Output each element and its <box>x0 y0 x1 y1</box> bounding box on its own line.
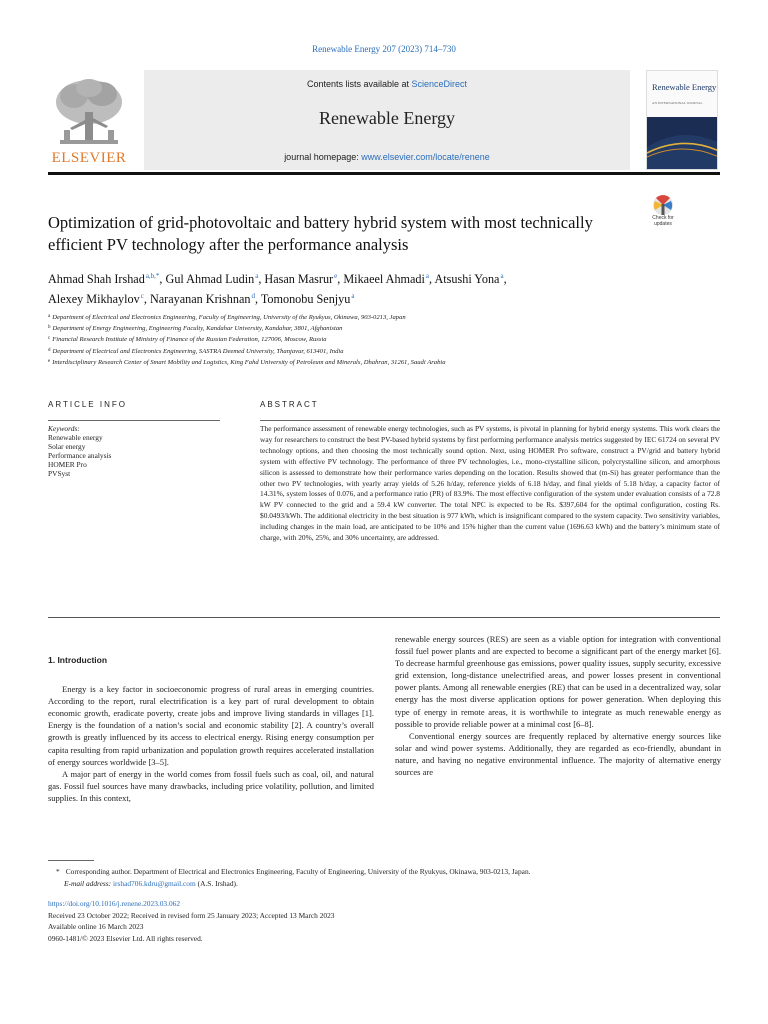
contents-prefix: Contents lists available at <box>306 79 412 89</box>
author-name[interactable]: Tomonobu Senjyu <box>260 292 351 306</box>
body-column-left <box>48 654 374 804</box>
elsevier-tree-icon <box>52 76 126 148</box>
author-affil-mark[interactable]: d <box>251 292 255 300</box>
affiliation-mark: b <box>48 325 51 331</box>
journal-citation[interactable]: Renewable Energy 207 (2023) 714–730 <box>312 44 456 54</box>
body-paragraph: renewable energy sources (RES) are seen as a viable option for integration with conventional fossil fuel power plants and are expected to become a significant part of the energy market [6]. To decrease harmful greenhouse gas emissions, power quality issues, supply security, excessive grid extension, long-distance unelectrified areas, and power losses present in conventional power plants. Among all renewable energies (RE) that can be used in a decentralized way, solar energy has the most diverse application options for power generation. When deploying this type of energy in remote areas, it is worthwhile to integrate as much renewable energy as possible to provide reliable power at a minimal cost [6–8]. <box>395 634 721 729</box>
author-email-link[interactable]: irshad706.kdru@gmail.com <box>113 879 196 888</box>
author-name[interactable]: Atsushi Yona <box>434 272 500 286</box>
affiliation-mark: a <box>48 314 51 319</box>
author-name[interactable]: Ahmad Shah Irshad <box>48 272 145 286</box>
keywords-label: Keywords: <box>48 424 80 433</box>
affiliation-text: Interdisciplinary Research Center of Smart Mobility and Logistics, King Fahd University of Petroleum and Minerals, Dhahran, 31261, Saudi Arabia <box>52 358 446 366</box>
doi-link[interactable]: https://doi.org/10.1016/j.renene.2023.03.062 <box>48 899 181 908</box>
affiliation-item <box>48 357 718 368</box>
footnote-rule <box>48 860 94 861</box>
abstract-heading: ABSTRACT <box>260 400 319 409</box>
article-info-heading: ARTICLE INFO <box>48 400 127 409</box>
body-column-right <box>395 633 721 778</box>
email-owner: (A.S. Irshad). <box>195 879 238 888</box>
header-rule <box>48 172 720 175</box>
affiliation-text: Department of Electrical and Electronics Engineering, SASTRA Deemed University, Thanjavur, 613401, India <box>52 347 344 355</box>
contents-line <box>144 79 630 89</box>
keyword-item: Renewable energy <box>48 432 103 442</box>
homepage-line <box>144 152 630 162</box>
author-affil-mark[interactable]: c <box>140 292 144 300</box>
article-metadata <box>48 898 718 944</box>
keywords-block <box>48 425 228 478</box>
journal-cover-thumbnail[interactable] <box>646 70 718 170</box>
check-for-updates-button[interactable] <box>646 194 680 234</box>
affiliation-list <box>48 312 718 368</box>
crossmark-label-line2: updates <box>654 220 672 227</box>
affiliation-text: Department of Energy Engineering, Engineering Faculty, Kandahar University, Kandahar, 3801, Afghanistan <box>52 325 343 333</box>
publisher-wordmark: ELSEVIER <box>51 150 127 166</box>
affiliation-mark: d <box>48 347 51 353</box>
body-paragraph: A major part of energy in the world comes from fossil fuels such as coal, oil, and natural gas. Fossil fuel sources have many drawbacks, including price volatility, pollution, and limited supplies. In this context, <box>48 768 374 803</box>
affiliation-item <box>48 334 718 345</box>
affiliation-item <box>48 312 718 323</box>
sciencedirect-link[interactable]: ScienceDirect <box>411 79 468 89</box>
keyword-item: Solar energy <box>48 441 86 451</box>
cover-subtitle: AN INTERNATIONAL JOURNAL <box>652 101 703 105</box>
available-online: Available online 16 March 2023 <box>48 922 144 932</box>
author-affil-mark[interactable]: e <box>334 272 338 280</box>
keyword-item: PVSyst <box>48 468 71 478</box>
author-name[interactable]: Gul Ahmad Ludin <box>165 272 255 286</box>
article-title: Optimization of grid-photovoltaic and battery hybrid system with most technically efficient PV technology after the performance analysis <box>48 213 593 254</box>
corresponding-author-footnote <box>48 866 718 890</box>
corresponding-author-text: Corresponding author. Department of Electrical and Electronics Engineering, Faculty of Engineering, University of the Ryukyus, Okinawa, 903-0213, Japan. <box>65 867 531 876</box>
author-affil-mark[interactable]: a <box>255 272 259 280</box>
keyword-item: HOMER Pro <box>48 459 87 469</box>
author-name[interactable]: Hasan Masrur <box>264 272 334 286</box>
author-name[interactable]: Alexey Mikhaylov <box>48 292 140 306</box>
crossmark-label <box>646 216 680 227</box>
section-title-introduction: 1. Introduction <box>48 655 108 665</box>
author-name[interactable]: Narayanan Krishnan <box>149 292 251 306</box>
abstract-end-rule <box>48 617 720 618</box>
affiliation-mark: e <box>48 358 51 364</box>
affiliation-text: Department of Electrical and Electronics Engineering, Faculty of Engineering, University of the Ryukyus, Okinawa, 903-0213, Japan <box>52 314 406 321</box>
elsevier-logo[interactable] <box>48 70 130 170</box>
email-line <box>48 878 718 890</box>
received-dates: Received 23 October 2022; Received in revised form 25 January 2023; Accepted 13 March 2023 <box>48 910 335 920</box>
cover-title: Renewable Energy <box>652 82 717 92</box>
body-paragraph: Energy is a key factor in socioeconomic progress of rural areas in emerging countries. According to the report, rural electrification is a key part of rural development to obtain economic growth, eradicate poverty, create jobs and improve living standards in villages [1]. Energy is the foundation of a nation’s social and economic stability [2]. A country’s overall growth is greatly influenced by its access to electrical energy. Rising energy consumption per capita resulting from rapid urbanization and population growth requires accelerated installation of energy sources worldwide [3–5]. <box>48 684 374 767</box>
footnote-mark: * <box>56 867 60 876</box>
author-name[interactable]: Mikaeel Ahmadi <box>343 272 425 286</box>
abstract-text: The performance assessment of renewable energy technologies, such as PV systems, is pivotal in planning for hybrid energy systems. This work clears the way for researchers to construct the best PV-based hybrid systems by first performing performance analysis metrics suggested by IEC 61724 on several PV technology options, and then choosing the most technically sound option. Next, using HOMER Pro software, construct a PV/grid and battery hybrid system with effective PV technology. The performance of three PV technologies, i.e., mono-crystalline silicon, polycrystalline silicon, and amorphous silicon is assessed to demonstrate how their performance varies depending on the location. Results showed that (m-Si) has greater performance than the other two PV technologies, with yearly array yields of 5.26 h/day, reference yields of 6.18 h/day, and final yields of 5.18 h/day, a capacity factor of 14.31%, system losses of 0.076, and a performance ratio (PR) of 83.9%. The most effective configuration of the system under evaluation consists of a 72.8 kW PV connected to the grid and a 59.4 kW converter. The total NPC is expected to be Rs. $397,604 for the optimal configuration, costing Rs. $0.0493/kWh. The additional electricity in the best situation is 977 kWh, which is insignificant compared to the system capacity. Two sensitivity variables, including changes in the main load, are anticipated to be 10% and 15% higher than the current value (1696.63 kWh) and the battery’s minimum state of charge, with 20%, 25%, and 30% uncertainty, are addressed. <box>260 424 720 543</box>
affiliation-text: Financial Research Institute of Ministry of Finance of the Russian Federation, 127006, Moscow, Russia <box>52 336 327 344</box>
email-label: E-mail address: <box>64 879 113 888</box>
author-affil-mark[interactable]: a,b,* <box>145 272 160 280</box>
abstract-rule <box>260 420 720 421</box>
crossmark-icon <box>646 194 680 216</box>
affiliation-mark: c <box>48 336 51 342</box>
copyright-line: 0960-1481/© 2023 Elsevier Ltd. All rights reserved. <box>48 933 203 943</box>
homepage-prefix: journal homepage: <box>284 152 362 162</box>
author-list: Ahmad Shah Irshad$^{a,b,*}$, Gul Ahmad Ludin$^a$, Hasan Masrur$^e$, Mikaeel Ahmadi$^a$, Atsushi Yona$^a$, Alexey Mikhaylov$^c$, Narayanan Krishnan$^d$, Tomonobu Senjyu$^a$ <box>48 272 507 306</box>
journal-masthead <box>48 70 720 172</box>
author-affil-mark[interactable]: a <box>351 292 355 300</box>
article-info-rule <box>48 420 220 421</box>
author-affil-mark[interactable]: a <box>500 272 504 280</box>
affiliation-item <box>48 323 718 334</box>
corresponding-author-line <box>48 866 718 878</box>
author-affil-mark[interactable]: a <box>425 272 430 280</box>
cover-art-icon <box>647 117 718 170</box>
body-paragraph: Conventional energy sources are frequently replaced by alternative energy sources like solar and wind power systems. Additionally, they are regarded as eco-friendly, abundant in nature, and having no negative environmental influence. The majority of alternative energy sources are <box>395 730 721 778</box>
keyword-item: Performance analysis <box>48 450 112 460</box>
journal-banner <box>144 70 630 170</box>
journal-homepage-link[interactable]: www.elsevier.com/locate/renene <box>361 152 490 162</box>
journal-name: Renewable Energy <box>318 108 456 128</box>
affiliation-item <box>48 346 718 357</box>
crossmark-label-line1: Check for <box>652 215 674 221</box>
